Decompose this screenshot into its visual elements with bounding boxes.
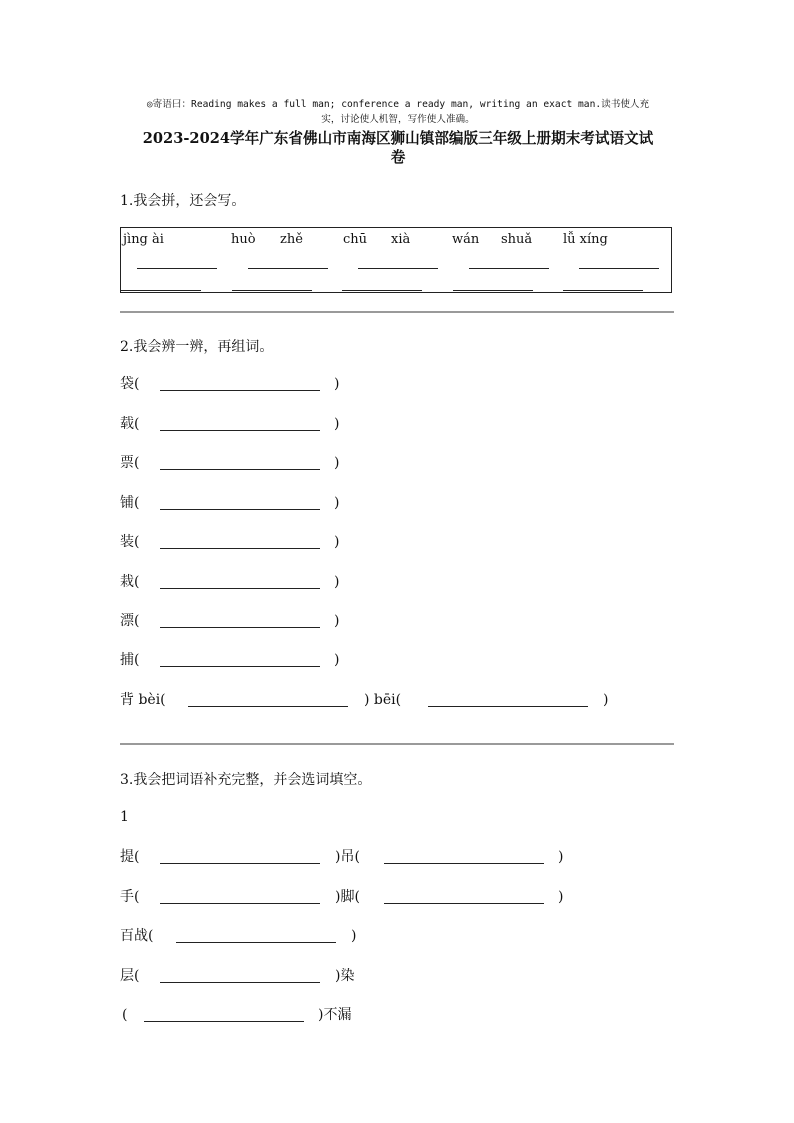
answer-line[interactable]	[160, 390, 320, 391]
answer-line[interactable]	[342, 290, 422, 291]
answer-line[interactable]	[160, 627, 320, 628]
answer-line[interactable]	[144, 1021, 304, 1022]
answer-line[interactable]	[160, 430, 320, 431]
answer-line[interactable]	[160, 588, 320, 589]
char-label: 载(	[120, 416, 140, 432]
idiom-part: )不漏	[318, 1007, 352, 1023]
answer-line[interactable]	[453, 290, 533, 291]
idiom-part: )脚(	[335, 889, 360, 905]
polyphone-label-bei4: 背 bèi(	[120, 692, 166, 708]
char-label: 漂(	[120, 613, 140, 629]
answer-line[interactable]	[188, 706, 348, 707]
answer-line[interactable]	[160, 666, 320, 667]
idiom-part: 手(	[120, 889, 140, 905]
char-label: 栽(	[120, 574, 140, 590]
motto-line-1: ◎寄语曰：Reading makes a full man; conference a ready man, writing an exact man.读书使人充	[146, 99, 650, 110]
pinyin-wan: wán	[452, 232, 480, 247]
polyphone-label-bei1: ) bēi(	[364, 692, 402, 708]
close-paren: )	[334, 652, 340, 668]
close-paren: )	[334, 376, 340, 392]
idiom-part: 提(	[120, 849, 140, 865]
close-paren: )	[351, 928, 357, 944]
answer-line[interactable]	[469, 268, 549, 269]
motto-line-2: 实，讨论使人机智，写作使人准确。	[321, 114, 475, 125]
answer-line[interactable]	[176, 942, 336, 943]
answer-line[interactable]	[160, 903, 320, 904]
char-label: 装(	[120, 534, 140, 550]
title-line-2: 卷	[390, 149, 406, 166]
close-paren: )	[334, 455, 340, 471]
answer-line[interactable]	[160, 982, 320, 983]
title-line-1: 2023-2024学年广东省佛山市南海区狮山镇部编版三年级上册期末考试语文试	[142, 130, 654, 147]
pinyin-zhe: zhě	[280, 232, 303, 247]
answer-line[interactable]	[384, 863, 544, 864]
answer-line[interactable]	[137, 268, 217, 269]
pinyin-xia: xià	[391, 232, 411, 247]
close-paren: )	[603, 692, 609, 708]
close-paren: )	[558, 849, 564, 865]
close-paren: )	[334, 495, 340, 511]
pinyin-huo: huò	[231, 232, 256, 247]
answer-line[interactable]	[232, 290, 312, 291]
question-2-heading: 2.我会辨一辨，再组词。	[120, 339, 274, 355]
close-paren: )	[334, 613, 340, 629]
answer-line[interactable]	[121, 290, 201, 291]
pinyin-chu: chū	[343, 232, 368, 247]
close-paren: )	[334, 534, 340, 550]
motto	[120, 97, 676, 127]
close-paren: )	[558, 889, 564, 905]
pinyin-lvxing: lǚ xíng	[563, 232, 608, 247]
close-paren: )	[334, 416, 340, 432]
pinyin-box	[120, 227, 672, 293]
answer-line[interactable]	[160, 863, 320, 864]
char-label: 票(	[120, 455, 140, 471]
section-divider	[120, 311, 674, 313]
pinyin-shua: shuǎ	[501, 232, 533, 247]
char-label: 袋(	[120, 376, 140, 392]
answer-line[interactable]	[563, 290, 643, 291]
idiom-part: 层(	[120, 968, 140, 984]
answer-line[interactable]	[579, 268, 659, 269]
char-label: 捕(	[120, 652, 140, 668]
question-1-heading: 1.我会拼，还会写。	[120, 193, 246, 209]
answer-line[interactable]	[428, 706, 588, 707]
idiom-part: )吊(	[335, 849, 360, 865]
section-divider	[120, 743, 674, 745]
answer-line[interactable]	[248, 268, 328, 269]
idiom-part: (	[122, 1007, 128, 1023]
answer-line[interactable]	[358, 268, 438, 269]
answer-line[interactable]	[384, 903, 544, 904]
idiom-part: 百战(	[120, 928, 154, 944]
question-3-heading: 3.我会把词语补充完整，并会选词填空。	[120, 772, 372, 788]
pinyin-jingai: jìng ài	[123, 232, 164, 247]
page-title	[120, 129, 676, 167]
char-label: 铺(	[120, 495, 140, 511]
answer-line[interactable]	[160, 469, 320, 470]
close-paren: )	[334, 574, 340, 590]
idiom-part: )染	[335, 968, 355, 984]
answer-line[interactable]	[160, 548, 320, 549]
answer-line[interactable]	[160, 509, 320, 510]
sub-question-number: 1	[120, 809, 129, 825]
